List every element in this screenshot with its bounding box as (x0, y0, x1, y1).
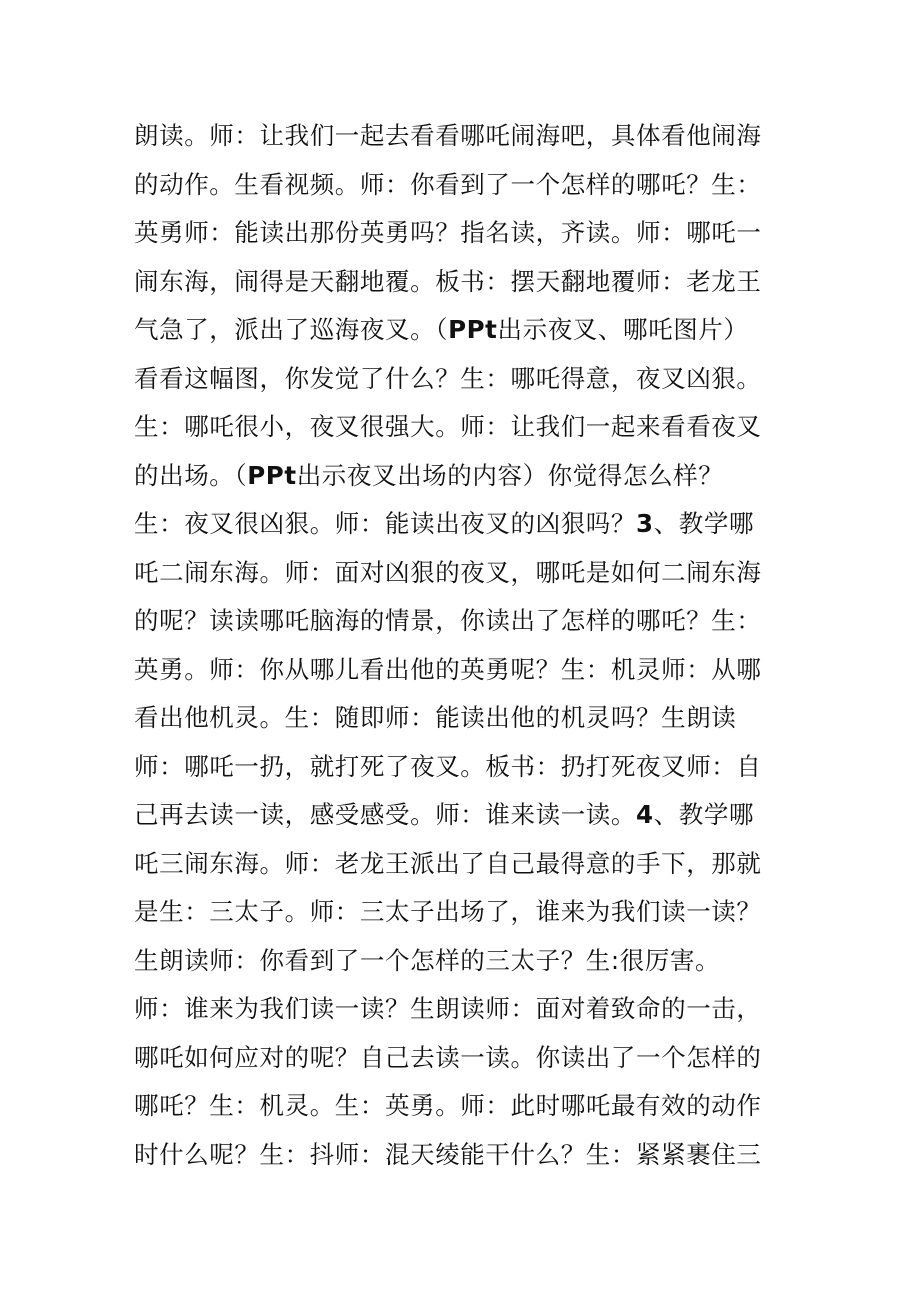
bold-text: 3 (636, 509, 654, 538)
text-line: 生：哪吒很小，夜叉很强大。师：让我们一起来看看夜叉 (134, 412, 762, 441)
line-text: 出示夜叉、哪吒图片） (497, 315, 749, 344)
text-line: 英勇师：能读出那份英勇吗？指名读，齐读。师：哪吒一 (134, 218, 762, 247)
text-line (134, 306, 794, 355)
text-line: 师：哪吒一扔，就打死了夜叉。板书：扔打死夜叉师：自 (134, 751, 762, 781)
text-line: 哪吒如何应对的呢？自己去读一读。你读出了一个怎样的 (134, 1042, 762, 1072)
line-text: 己再去读一读，感受感受。师：谁来读一读。 (134, 800, 636, 829)
text-line: 是生：三太子。师：三太子出场了，谁来为我们读一读？ (134, 897, 762, 926)
text-line: 哪吒？生：机灵。生：英勇。师：此时哪吒最有效的动作 (134, 1091, 762, 1120)
text-line: 生朗读师：你看到了一个怎样的三太子？生:很厉害。 (134, 945, 721, 975)
text-line: 的动作。生看视频。师：你看到了一个怎样的哪吒？生： (134, 169, 762, 199)
bold-text: PPt (448, 315, 498, 344)
text-line (134, 452, 794, 501)
text-line: 闹东海，闹得是天翻地覆。板书：摆天翻地覆师：老龙王 (134, 266, 762, 296)
text-line: 看看这幅图，你发觉了什么？生：哪吒得意，夜叉凶狠。 (134, 363, 762, 393)
text-line (134, 791, 794, 840)
text-line (134, 500, 794, 549)
text-line: 英勇。师：你从哪儿看出他的英勇呢？生：机灵师：从哪 (134, 654, 762, 684)
text-line: 师：谁来为我们读一读？生朗读师：面对着致命的一击， (134, 994, 762, 1023)
text-line: 吒二闹东海。师：面对凶狠的夜叉，哪吒是如何二闹东海 (134, 557, 762, 587)
line-text: 生：夜叉很凶狠。师：能读出夜叉的凶狠吗？ (134, 509, 636, 538)
text-line: 的呢？读读哪吒脑海的情景，你读出了怎样的哪吒？生： (134, 606, 762, 635)
bold-text: 4 (636, 800, 654, 829)
line-text: 出示夜叉出场的内容）你觉得怎么样？ (296, 460, 724, 490)
text-line: 朗读。师：让我们一起去看看哪吒闹海吧，具体看他闹海 (134, 121, 762, 150)
text-line: 吒三闹东海。师：老龙王派出了自己最得意的手下，那就 (134, 848, 762, 878)
line-text: 、教学哪 (653, 509, 755, 538)
line-text: 气急了，派出了巡海夜叉。（ (134, 315, 449, 344)
text-line: 看出他机灵。生：随即师：能读出他的机灵吗？生朗读 (134, 703, 737, 732)
text-line: 时什么呢？生：抖师：混天绫能干什么？生：紧紧裹住三 (134, 1139, 762, 1169)
line-text: 的出场。（ (134, 460, 248, 490)
body-text (134, 112, 794, 1179)
bold-text: PPt (247, 460, 297, 490)
line-text: 、教学哪 (653, 800, 755, 829)
